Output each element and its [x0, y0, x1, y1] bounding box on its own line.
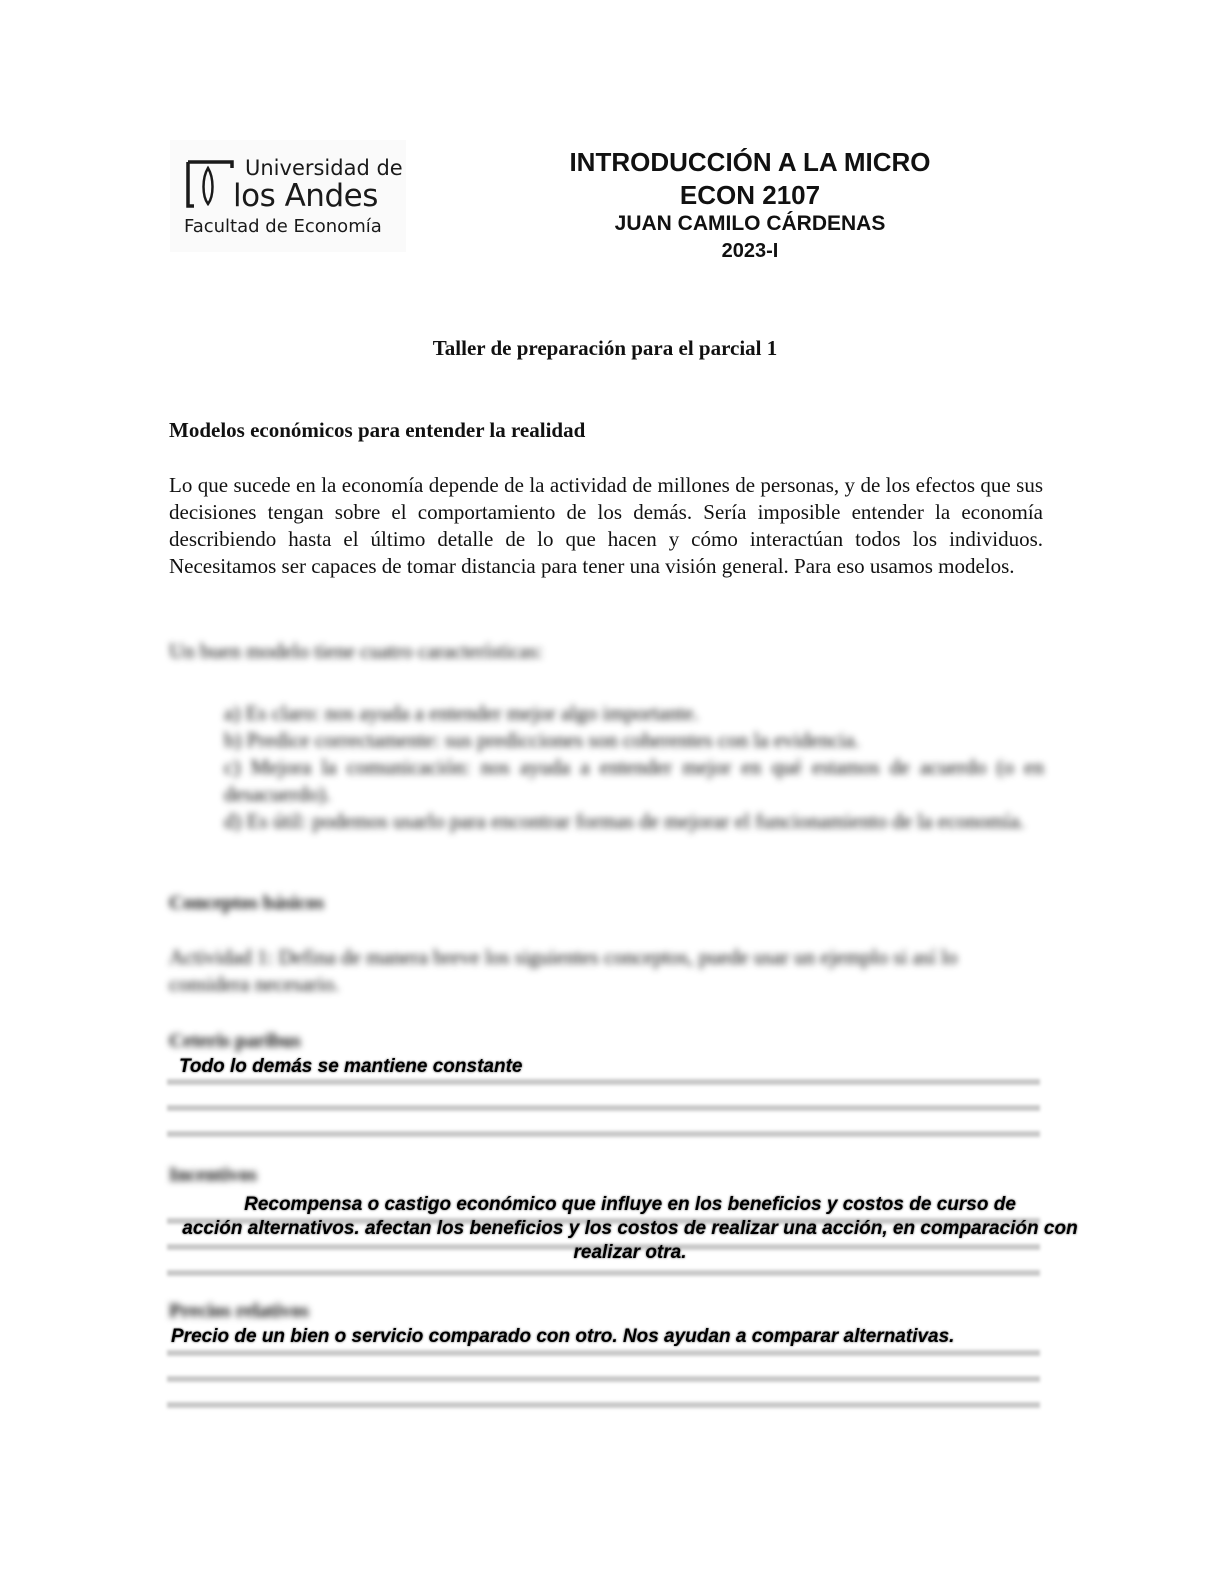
logo-text-universidad: Universidad de [245, 156, 403, 180]
answer-line [167, 1270, 1040, 1276]
logo-text-facultad: Facultad de Economía [184, 216, 382, 237]
blurred-characteristics-list: a) Es claro: nos ayuda a entender mejor algo importante. b) Predice correctamente: sus predicciones son coherentes con la evidencia. c) Mejora la comunicación: nos ayuda a entender mejor en qué estamos de acuerdo (o en desacuerdo). d) Es útil: podemos usarlo para encontrar formas de mejorar el funcionamiento de la economía. [224, 701, 1044, 833]
blurred-label-precios: Precios relativos [169, 1300, 309, 1322]
answer-incentivos-line2: acción alternativos. afectan los beneficios y los costos de realizar una acción, en comparación con [182, 1218, 1078, 1239]
section-title: Modelos económicos para entender la realidad [169, 418, 586, 442]
intro-paragraph [169, 472, 1043, 580]
document-subtitle: Taller de preparación para el parcial 1 [432, 336, 778, 360]
answer-line [167, 1079, 1040, 1085]
answer-precios-relativos: Precio de un bien o servicio comparado con otro. Nos ayudan a comparar alternativas. [171, 1326, 955, 1347]
university-logo [170, 140, 406, 252]
andes-logo-icon [184, 154, 236, 214]
answer-line [167, 1376, 1040, 1382]
answer-incentivos [90, 1193, 1170, 1265]
answer-line [167, 1131, 1040, 1137]
blurred-intro-line: Un buen modelo tiene cuatro características: [169, 639, 543, 663]
answer-ceteris-paribus: Todo lo demás se mantiene constante [179, 1056, 523, 1077]
answer-line [167, 1105, 1040, 1111]
professor-name: JUAN CAMILO CÁRDENAS [614, 212, 886, 235]
term: 2023-I [721, 240, 779, 262]
course-code: ECON 2107 [679, 180, 821, 210]
course-title: INTRODUCCIÓN A LA MICRO [569, 147, 931, 177]
answer-incentivos-line1: Recompensa o castigo económico que influye en los beneficios y costos de curso de [244, 1194, 1016, 1215]
blurred-label-ceteris: Ceteris paribus [169, 1030, 301, 1052]
blurred-label-conceptos: Conceptos básicos [169, 892, 325, 914]
answer-line [167, 1350, 1040, 1356]
answer-incentivos-line3: realizar otra. [573, 1242, 687, 1263]
answer-line [167, 1402, 1040, 1408]
blurred-label-incentivos: Incentivos [169, 1164, 257, 1186]
intro-paragraph-text: Lo que sucede en la economía depende de la actividad de millones de personas, y de los efectos que sus decisiones tengan sobre el comportamiento de los demás. Sería imposible entender la economía describiendo hasta el último detalle de lo que hacen y cómo interactúan todos los individuos. Necesitamos ser capaces de tomar distancia para tener una visión general. Para eso usamos modelos. [169, 473, 1043, 578]
logo-text-los-andes: los Andes [233, 178, 378, 214]
blurred-activity-text: Actividad 1: Defina de manera breve los siguientes conceptos, puede usar un ejemplo si así lo considera necesario. [169, 945, 958, 996]
